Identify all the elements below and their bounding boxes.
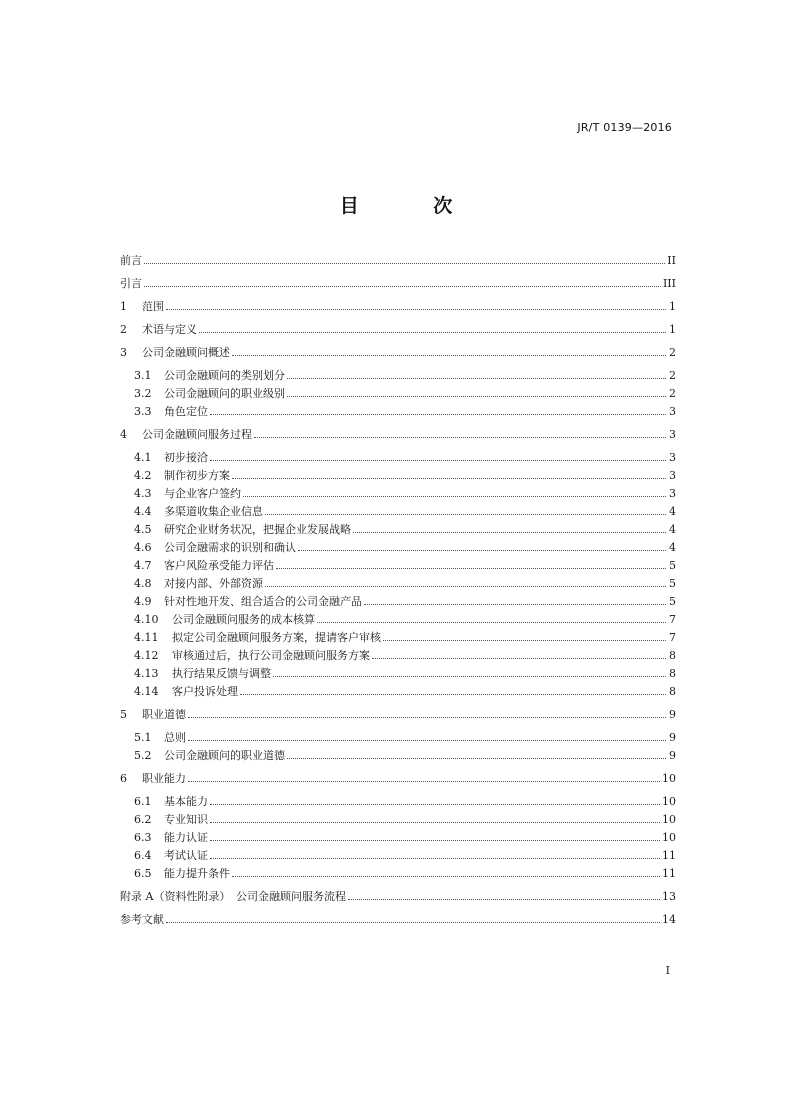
toc-entry-page: III bbox=[662, 277, 676, 290]
toc-entry-title: 公司金融顾问概述 bbox=[142, 346, 230, 359]
toc-entry[interactable] bbox=[120, 449, 676, 467]
toc-entry-title: 专业知识 bbox=[164, 813, 208, 826]
toc-entry-title: 制作初步方案 bbox=[164, 469, 230, 482]
toc-entry-number: 4.10 bbox=[134, 613, 159, 626]
toc-entry-page: 4 bbox=[669, 523, 676, 536]
toc-entry-page: 13 bbox=[662, 890, 676, 903]
toc-entry-page: 10 bbox=[662, 813, 676, 826]
toc-entry-page: 14 bbox=[662, 913, 676, 926]
toc-entry[interactable] bbox=[120, 521, 676, 539]
toc-entry-page: 8 bbox=[669, 667, 676, 680]
toc-entry-page: 4 bbox=[669, 505, 676, 518]
toc-entry[interactable] bbox=[120, 485, 676, 503]
toc-entry-number: 4.4 bbox=[134, 505, 152, 518]
toc-entry-title: 能力提升条件 bbox=[164, 867, 230, 880]
toc-entry[interactable] bbox=[120, 747, 676, 765]
toc-entry[interactable] bbox=[120, 575, 676, 593]
toc-entry-number: 6.5 bbox=[134, 867, 152, 880]
toc-entry[interactable] bbox=[120, 629, 676, 647]
toc-entry[interactable] bbox=[120, 706, 676, 724]
toc-entry-title: 总则 bbox=[164, 731, 186, 744]
dot-leader bbox=[199, 332, 666, 333]
dot-leader bbox=[265, 514, 666, 515]
toc-entry-number: 6.4 bbox=[134, 849, 152, 862]
toc-entry-page: 1 bbox=[669, 323, 676, 336]
page-number: I bbox=[665, 964, 670, 977]
dot-leader bbox=[348, 899, 660, 900]
toc-entry-title: 多渠道收集企业信息 bbox=[164, 505, 263, 518]
dot-leader bbox=[372, 658, 666, 659]
toc-entry-number: 3.2 bbox=[134, 387, 152, 400]
toc-entry-title: 公司金融顾问的职业道德 bbox=[164, 749, 285, 762]
toc-entry-title: 客户投诉处理 bbox=[172, 685, 238, 698]
toc-entry[interactable] bbox=[120, 647, 676, 665]
toc-entry-title: 考试认证 bbox=[164, 849, 208, 862]
toc-entry-page: 7 bbox=[669, 631, 676, 644]
dot-leader bbox=[353, 532, 666, 533]
toc-entry[interactable] bbox=[120, 344, 676, 362]
dot-leader bbox=[273, 676, 666, 677]
toc-entry-number: 5.1 bbox=[134, 731, 152, 744]
toc-entry-title: 前言 bbox=[120, 254, 142, 267]
toc-entry[interactable] bbox=[120, 729, 676, 747]
dot-leader bbox=[287, 396, 666, 397]
toc-entry[interactable] bbox=[120, 829, 676, 847]
dot-leader bbox=[166, 309, 666, 310]
toc-entry-number: 6 bbox=[120, 772, 127, 785]
toc-entry-page: 2 bbox=[669, 346, 676, 359]
toc-entry-page: 8 bbox=[669, 685, 676, 698]
toc-entry-title: 参考文献 bbox=[120, 913, 164, 926]
toc-entry-number: 2 bbox=[120, 323, 127, 336]
toc-entry-title: 基本能力 bbox=[164, 795, 208, 808]
toc-entry-page: 10 bbox=[662, 772, 676, 785]
dot-leader bbox=[210, 858, 660, 859]
dot-leader bbox=[240, 694, 666, 695]
dot-leader bbox=[144, 263, 665, 264]
dot-leader bbox=[210, 460, 666, 461]
toc-entry-title: 术语与定义 bbox=[142, 323, 197, 336]
toc-entry-number: 3.3 bbox=[134, 405, 152, 418]
toc-title: 目 次 bbox=[339, 195, 487, 217]
toc-entry-title: 附录 A（资料性附录） 公司金融顾问服务流程 bbox=[120, 890, 346, 903]
toc-entry-title: 客户风险承受能力评估 bbox=[164, 559, 274, 572]
toc-entry-page: 11 bbox=[662, 867, 676, 880]
toc-entry-page: 9 bbox=[669, 708, 676, 721]
toc-entry-page: 4 bbox=[669, 541, 676, 554]
toc-entry[interactable] bbox=[120, 385, 676, 403]
toc-entry-title: 公司金融顾问的职业级别 bbox=[164, 387, 285, 400]
toc-entry[interactable] bbox=[120, 426, 676, 444]
toc-entry-title: 职业道德 bbox=[142, 708, 186, 721]
toc-entry-page: 1 bbox=[669, 300, 676, 313]
toc-entry[interactable] bbox=[120, 252, 676, 270]
dot-leader bbox=[383, 640, 666, 641]
toc-entry-page: 3 bbox=[669, 469, 676, 482]
dot-leader bbox=[188, 740, 666, 741]
toc-entry[interactable] bbox=[120, 811, 676, 829]
dot-leader bbox=[144, 286, 661, 287]
toc-entry[interactable] bbox=[120, 275, 676, 293]
toc-entry-title: 针对性地开发、组合适合的公司金融产品 bbox=[164, 595, 362, 608]
toc-entry[interactable] bbox=[120, 321, 676, 339]
toc-entry[interactable] bbox=[120, 865, 676, 883]
dot-leader bbox=[166, 922, 660, 923]
toc-entry-title: 公司金融顾问服务的成本核算 bbox=[172, 613, 315, 626]
toc-entry-number: 4.7 bbox=[134, 559, 152, 572]
toc-entry[interactable] bbox=[120, 367, 676, 385]
toc-entry-page: 5 bbox=[669, 577, 676, 590]
toc-entry-page: 10 bbox=[662, 795, 676, 808]
toc-entry-page: 3 bbox=[669, 451, 676, 464]
dot-leader bbox=[287, 758, 666, 759]
toc-entry-number: 4 bbox=[120, 428, 127, 441]
toc-entry-title: 公司金融需求的识别和确认 bbox=[164, 541, 296, 554]
toc-entry-title: 职业能力 bbox=[142, 772, 186, 785]
toc-entry-number: 3.1 bbox=[134, 369, 152, 382]
toc-entry[interactable] bbox=[120, 770, 676, 788]
toc-entry-number: 6.2 bbox=[134, 813, 152, 826]
toc-entry-number: 6.3 bbox=[134, 831, 152, 844]
dot-leader bbox=[298, 550, 666, 551]
toc-entry-page: 9 bbox=[669, 749, 676, 762]
toc-entry[interactable] bbox=[120, 793, 676, 811]
toc-entry[interactable] bbox=[120, 847, 676, 865]
toc-entry-number: 4.12 bbox=[134, 649, 159, 662]
toc-entry-title: 审核通过后，执行公司金融顾问服务方案 bbox=[172, 649, 370, 662]
toc-entry-page: 10 bbox=[662, 831, 676, 844]
toc-entry-title: 公司金融顾问服务过程 bbox=[142, 428, 252, 441]
toc-entry-number: 3 bbox=[120, 346, 127, 359]
toc-entry[interactable] bbox=[120, 611, 676, 629]
dot-leader bbox=[188, 781, 660, 782]
toc-entry[interactable] bbox=[120, 593, 676, 611]
toc-entry-title: 公司金融顾问的类别划分 bbox=[164, 369, 285, 382]
toc-entry-number: 4.8 bbox=[134, 577, 152, 590]
dot-leader bbox=[276, 568, 666, 569]
dot-leader bbox=[210, 804, 660, 805]
toc-entry-page: 5 bbox=[669, 559, 676, 572]
toc-entry-title: 范围 bbox=[142, 300, 164, 313]
toc-entry-number: 4.3 bbox=[134, 487, 152, 500]
toc-entry-page: 8 bbox=[669, 649, 676, 662]
toc-entry-number: 4.9 bbox=[134, 595, 152, 608]
dot-leader bbox=[265, 586, 666, 587]
toc-entry[interactable] bbox=[120, 298, 676, 316]
toc-entry-title: 对接内部、外部资源 bbox=[164, 577, 263, 590]
toc-entry-page: 3 bbox=[669, 428, 676, 441]
toc-entry-page: 11 bbox=[662, 849, 676, 862]
toc-entry[interactable] bbox=[120, 503, 676, 521]
toc-entry-number: 4.13 bbox=[134, 667, 159, 680]
toc-entry-number: 4.14 bbox=[134, 685, 159, 698]
toc-entry-number: 1 bbox=[120, 300, 127, 313]
toc-entry[interactable] bbox=[120, 557, 676, 575]
toc-entry[interactable] bbox=[120, 403, 676, 421]
dot-leader bbox=[210, 840, 660, 841]
toc-entry-title: 初步接洽 bbox=[164, 451, 208, 464]
toc-entry-page: 9 bbox=[669, 731, 676, 744]
toc-entry-page: 7 bbox=[669, 613, 676, 626]
toc-entry-number: 4.5 bbox=[134, 523, 152, 536]
toc-entry-page: 5 bbox=[669, 595, 676, 608]
table-of-contents bbox=[120, 252, 676, 929]
toc-entry-number: 6.1 bbox=[134, 795, 152, 808]
toc-entry[interactable] bbox=[120, 665, 676, 683]
dot-leader bbox=[232, 478, 666, 479]
toc-entry-title: 引言 bbox=[120, 277, 142, 290]
toc-entry-title: 与企业客户签约 bbox=[164, 487, 241, 500]
toc-entry-number: 4.1 bbox=[134, 451, 152, 464]
toc-entry-page: II bbox=[667, 254, 676, 267]
dot-leader bbox=[317, 622, 666, 623]
toc-entry-number: 4.11 bbox=[134, 631, 159, 644]
toc-entry[interactable] bbox=[120, 539, 676, 557]
dot-leader bbox=[243, 496, 666, 497]
toc-entry-title: 执行结果反馈与调整 bbox=[172, 667, 271, 680]
dot-leader bbox=[287, 378, 666, 379]
dot-leader bbox=[254, 437, 666, 438]
dot-leader bbox=[210, 822, 660, 823]
toc-entry-page: 2 bbox=[669, 369, 676, 382]
dot-leader bbox=[232, 876, 660, 877]
toc-entry-title: 能力认证 bbox=[164, 831, 208, 844]
dot-leader bbox=[232, 355, 666, 356]
toc-entry-page: 3 bbox=[669, 487, 676, 500]
document-code: JR/T 0139—2016 bbox=[577, 121, 672, 134]
toc-entry-number: 4.2 bbox=[134, 469, 152, 482]
toc-entry-number: 4.6 bbox=[134, 541, 152, 554]
toc-entry[interactable] bbox=[120, 911, 676, 929]
dot-leader bbox=[188, 717, 666, 718]
toc-entry-page: 2 bbox=[669, 387, 676, 400]
toc-entry[interactable] bbox=[120, 888, 676, 906]
toc-entry-number: 5 bbox=[120, 708, 127, 721]
toc-entry-title: 拟定公司金融顾问服务方案，提请客户审核 bbox=[172, 631, 381, 644]
toc-entry-title: 研究企业财务状况，把握企业发展战略 bbox=[164, 523, 351, 536]
dot-leader bbox=[210, 414, 666, 415]
toc-entry-number: 5.2 bbox=[134, 749, 152, 762]
dot-leader bbox=[364, 604, 666, 605]
toc-entry[interactable] bbox=[120, 683, 676, 701]
toc-entry[interactable] bbox=[120, 467, 676, 485]
toc-entry-page: 3 bbox=[669, 405, 676, 418]
toc-entry-title: 角色定位 bbox=[164, 405, 208, 418]
